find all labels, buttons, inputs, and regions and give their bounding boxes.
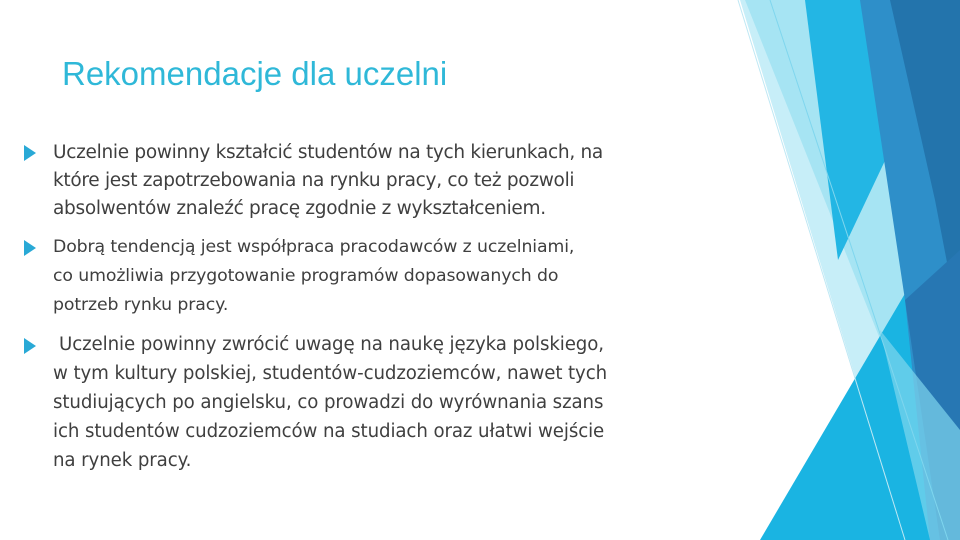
bullet-line: Uczelnie powinny kształcić studentów na tych kierunkach, na	[53, 142, 603, 163]
bullet-line: które jest zapotrzebowania na rynku pracy, co też pozwoli	[53, 170, 575, 191]
bullet-arrow-icon	[24, 338, 36, 354]
bullet-line: w tym kultury polskiej, studentów-cudzoziemców, nawet tych	[53, 363, 608, 384]
bullet-line: potrzeb rynku pracy.	[53, 295, 229, 315]
bullet-arrow-icon	[24, 240, 36, 256]
bullet-line: co umożliwia przygotowanie programów dopasowanych do	[53, 266, 559, 286]
bullet-text	[53, 330, 607, 475]
bullet-line: studiujących po angielsku, co prowadzi do wyrównania szans	[53, 392, 604, 413]
bullet-line: Uczelnie powinny zwrócić uwagę na naukę języka polskiego,	[59, 334, 604, 355]
bullet-text	[53, 233, 574, 320]
bullet-line: absolwentów znaleźć pracę zgodnie z wykształceniem.	[53, 198, 546, 219]
slide-title: Rekomendacje dla uczelni	[62, 55, 448, 92]
bullet-line: ich studentów cudzoziemców na studiach oraz ułatwi wejście	[53, 421, 605, 442]
bullet-text	[53, 139, 603, 223]
bullet-line: na rynek pracy.	[53, 450, 192, 471]
bullet-arrow-icon	[24, 145, 36, 161]
bullet-line: Dobrą tendencją jest współpraca pracodawców z uczelniami,	[53, 237, 575, 257]
